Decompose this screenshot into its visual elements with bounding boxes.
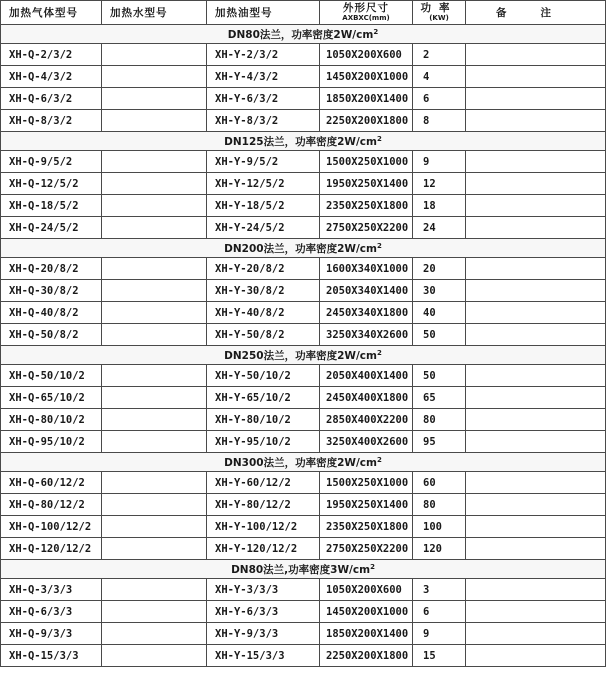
power-cell: 40 (413, 302, 466, 324)
table-row (1, 280, 606, 302)
oil-model-cell: XH-Y-80/10/2 (207, 409, 320, 431)
water-model-cell (102, 516, 207, 538)
remark-cell (466, 110, 606, 132)
gas-model-cell: XH-Q-60/12/2 (1, 472, 102, 494)
size-cell: 1850X200X1400 (320, 623, 413, 645)
section-title (1, 346, 606, 365)
water-model-cell (102, 66, 207, 88)
water-model-cell (102, 494, 207, 516)
oil-model-cell: XH-Y-20/8/2 (207, 258, 320, 280)
section-header-row (1, 25, 606, 44)
table-row (1, 387, 606, 409)
remark-cell (466, 431, 606, 453)
gas-model-cell: XH-Q-80/10/2 (1, 409, 102, 431)
table-row (1, 472, 606, 494)
power-cell: 15 (413, 645, 466, 667)
water-model-cell (102, 623, 207, 645)
remark-cell (466, 645, 606, 667)
power-cell: 50 (413, 324, 466, 346)
table-row (1, 579, 606, 601)
oil-model-cell: XH-Y-50/8/2 (207, 324, 320, 346)
table-row (1, 516, 606, 538)
oil-model-cell: XH-Y-6/3/3 (207, 601, 320, 623)
oil-model-cell: XH-Y-50/10/2 (207, 365, 320, 387)
power-cell: 80 (413, 494, 466, 516)
table-row (1, 601, 606, 623)
power-cell: 65 (413, 387, 466, 409)
remark-cell (466, 280, 606, 302)
size-cell: 1950X250X1400 (320, 173, 413, 195)
power-cell: 8 (413, 110, 466, 132)
size-cell: 2450X340X1800 (320, 302, 413, 324)
remark-cell (466, 409, 606, 431)
size-cell: 2050X340X1400 (320, 280, 413, 302)
size-cell: 1950X250X1400 (320, 494, 413, 516)
section-header-row (1, 560, 606, 579)
table-row (1, 431, 606, 453)
oil-model-cell: XH-Y-3/3/3 (207, 579, 320, 601)
section-title-text: DN80法兰，功率密度2W/cm (227, 28, 374, 41)
section-title-text: DN250法兰，功率密度2W/cm (224, 349, 377, 362)
water-model-cell (102, 44, 207, 66)
water-model-cell (102, 258, 207, 280)
size-cell: 1050X200X600 (320, 44, 413, 66)
remark-cell (466, 494, 606, 516)
remark-cell (466, 195, 606, 217)
size-cell: 2350X250X1800 (320, 195, 413, 217)
gas-model-cell: XH-Q-9/5/2 (1, 151, 102, 173)
water-model-cell (102, 579, 207, 601)
water-model-cell (102, 88, 207, 110)
size-cell: 2750X250X2200 (320, 217, 413, 239)
gas-model-cell: XH-Q-3/3/3 (1, 579, 102, 601)
oil-model-cell: XH-Y-100/12/2 (207, 516, 320, 538)
water-model-cell (102, 280, 207, 302)
remark-cell (466, 516, 606, 538)
power-cell: 24 (413, 217, 466, 239)
gas-model-cell: XH-Q-20/8/2 (1, 258, 102, 280)
section-header-row (1, 346, 606, 365)
remark-cell (466, 538, 606, 560)
gas-model-cell: XH-Q-6/3/3 (1, 601, 102, 623)
oil-model-cell: XH-Y-6/3/2 (207, 88, 320, 110)
gas-model-cell: XH-Q-100/12/2 (1, 516, 102, 538)
oil-model-cell: XH-Y-30/8/2 (207, 280, 320, 302)
size-cell: 2450X400X1800 (320, 387, 413, 409)
gas-model-cell: XH-Q-80/12/2 (1, 494, 102, 516)
size-cell: 1500X250X1000 (320, 151, 413, 173)
oil-model-cell: XH-Y-60/12/2 (207, 472, 320, 494)
gas-model-cell: XH-Q-6/3/2 (1, 88, 102, 110)
section-title-superscript: 2 (376, 455, 382, 464)
section-header-row (1, 132, 606, 151)
size-cell: 1450X200X1000 (320, 601, 413, 623)
oil-model-cell: XH-Y-9/3/3 (207, 623, 320, 645)
oil-model-cell: XH-Y-24/5/2 (207, 217, 320, 239)
section-title-text: DN125法兰，功率密度2W/cm (224, 135, 377, 148)
water-model-cell (102, 387, 207, 409)
gas-model-cell: XH-Q-12/5/2 (1, 173, 102, 195)
water-model-cell (102, 173, 207, 195)
remark-cell (466, 217, 606, 239)
table-row (1, 173, 606, 195)
size-cell: 1600X340X1000 (320, 258, 413, 280)
section-title-superscript: 2 (376, 348, 382, 357)
gas-model-cell: XH-Q-8/3/2 (1, 110, 102, 132)
gas-model-cell: XH-Q-50/10/2 (1, 365, 102, 387)
power-cell: 95 (413, 431, 466, 453)
section-header-row (1, 239, 606, 258)
remark-cell (466, 324, 606, 346)
oil-model-cell: XH-Y-12/5/2 (207, 173, 320, 195)
water-model-cell (102, 217, 207, 239)
remark-cell (466, 579, 606, 601)
gas-model-cell: XH-Q-2/3/2 (1, 44, 102, 66)
water-model-cell (102, 472, 207, 494)
section-title-text: DN300法兰，功率密度2W/cm (224, 456, 377, 469)
remark-cell (466, 44, 606, 66)
gas-model-cell: XH-Q-50/8/2 (1, 324, 102, 346)
header-size-unit: AXBXC(mm) (342, 13, 390, 22)
table-row (1, 494, 606, 516)
water-model-cell (102, 195, 207, 217)
size-cell: 2250X200X1800 (320, 110, 413, 132)
power-cell: 6 (413, 601, 466, 623)
power-cell: 4 (413, 66, 466, 88)
oil-model-cell: XH-Y-65/10/2 (207, 387, 320, 409)
section-title-superscript: 2 (370, 562, 375, 571)
power-cell: 12 (413, 173, 466, 195)
oil-model-cell: XH-Y-120/12/2 (207, 538, 320, 560)
oil-model-cell: XH-Y-15/3/3 (207, 645, 320, 667)
remark-cell (466, 365, 606, 387)
gas-model-cell: XH-Q-120/12/2 (1, 538, 102, 560)
oil-model-cell: XH-Y-95/10/2 (207, 431, 320, 453)
header-size-label: 外形尺寸 (343, 1, 389, 14)
power-cell: 120 (413, 538, 466, 560)
header-gas-model: 加热气体型号 (1, 1, 102, 25)
water-model-cell (102, 409, 207, 431)
water-model-cell (102, 302, 207, 324)
table-row (1, 409, 606, 431)
table-body (1, 25, 606, 667)
gas-model-cell: XH-Q-18/5/2 (1, 195, 102, 217)
table-row (1, 324, 606, 346)
water-model-cell (102, 645, 207, 667)
water-model-cell (102, 431, 207, 453)
table-row (1, 623, 606, 645)
section-title-superscript: 2 (376, 134, 382, 143)
section-title (1, 239, 606, 258)
table-row (1, 151, 606, 173)
size-cell: 2250X200X1800 (320, 645, 413, 667)
oil-model-cell: XH-Y-9/5/2 (207, 151, 320, 173)
table-row (1, 538, 606, 560)
size-cell: 2750X250X2200 (320, 538, 413, 560)
header-power-label: 功率 (420, 1, 458, 14)
power-cell: 80 (413, 409, 466, 431)
table-row (1, 195, 606, 217)
section-title-text: DN80法兰,功率密度3W/cm (231, 563, 371, 576)
header-power (413, 1, 466, 25)
table-row (1, 44, 606, 66)
power-cell: 60 (413, 472, 466, 494)
water-model-cell (102, 110, 207, 132)
table-row (1, 645, 606, 667)
power-cell: 30 (413, 280, 466, 302)
remark-cell (466, 601, 606, 623)
oil-model-cell: XH-Y-4/3/2 (207, 66, 320, 88)
power-cell: 3 (413, 579, 466, 601)
table-row (1, 258, 606, 280)
gas-model-cell: XH-Q-40/8/2 (1, 302, 102, 324)
water-model-cell (102, 365, 207, 387)
water-model-cell (102, 151, 207, 173)
water-model-cell (102, 324, 207, 346)
section-title-text: DN200法兰，功率密度2W/cm (224, 242, 377, 255)
power-cell: 9 (413, 623, 466, 645)
size-cell: 3250X340X2600 (320, 324, 413, 346)
table-row (1, 66, 606, 88)
gas-model-cell: XH-Q-65/10/2 (1, 387, 102, 409)
table-row (1, 365, 606, 387)
size-cell: 3250X400X2600 (320, 431, 413, 453)
size-cell: 1850X200X1400 (320, 88, 413, 110)
table-row (1, 217, 606, 239)
oil-model-cell: XH-Y-80/12/2 (207, 494, 320, 516)
gas-model-cell: XH-Q-95/10/2 (1, 431, 102, 453)
section-header-row (1, 453, 606, 472)
header-oil-model: 加热油型号 (207, 1, 320, 25)
header-size (320, 1, 413, 25)
size-cell: 2350X250X1800 (320, 516, 413, 538)
size-cell: 1050X200X600 (320, 579, 413, 601)
section-title (1, 25, 606, 44)
remark-cell (466, 302, 606, 324)
remark-cell (466, 173, 606, 195)
oil-model-cell: XH-Y-40/8/2 (207, 302, 320, 324)
size-cell: 1450X200X1000 (320, 66, 413, 88)
gas-model-cell: XH-Q-4/3/2 (1, 66, 102, 88)
size-cell: 2050X400X1400 (320, 365, 413, 387)
table-row (1, 302, 606, 324)
gas-model-cell: XH-Q-30/8/2 (1, 280, 102, 302)
oil-model-cell: XH-Y-2/3/2 (207, 44, 320, 66)
power-cell: 100 (413, 516, 466, 538)
gas-model-cell: XH-Q-9/3/3 (1, 623, 102, 645)
oil-model-cell: XH-Y-18/5/2 (207, 195, 320, 217)
water-model-cell (102, 538, 207, 560)
size-cell: 1500X250X1000 (320, 472, 413, 494)
power-cell: 20 (413, 258, 466, 280)
oil-model-cell: XH-Y-8/3/2 (207, 110, 320, 132)
section-title (1, 560, 606, 579)
header-water-model: 加热水型号 (102, 1, 207, 25)
remark-cell (466, 88, 606, 110)
gas-model-cell: XH-Q-24/5/2 (1, 217, 102, 239)
header-power-unit: (KW) (429, 13, 449, 22)
power-cell: 6 (413, 88, 466, 110)
section-title-superscript: 2 (376, 241, 382, 250)
table-row (1, 110, 606, 132)
remark-cell (466, 387, 606, 409)
table-header (1, 1, 606, 25)
remark-cell (466, 66, 606, 88)
section-title-superscript: 2 (373, 27, 379, 36)
header-remark: 备注 (466, 1, 606, 25)
remark-cell (466, 258, 606, 280)
section-title (1, 453, 606, 472)
power-cell: 18 (413, 195, 466, 217)
power-cell: 2 (413, 44, 466, 66)
gas-model-cell: XH-Q-15/3/3 (1, 645, 102, 667)
power-cell: 9 (413, 151, 466, 173)
remark-cell (466, 151, 606, 173)
remark-cell (466, 623, 606, 645)
section-title (1, 132, 606, 151)
remark-cell (466, 472, 606, 494)
water-model-cell (102, 601, 207, 623)
table-row (1, 88, 606, 110)
size-cell: 2850X400X2200 (320, 409, 413, 431)
power-cell: 50 (413, 365, 466, 387)
